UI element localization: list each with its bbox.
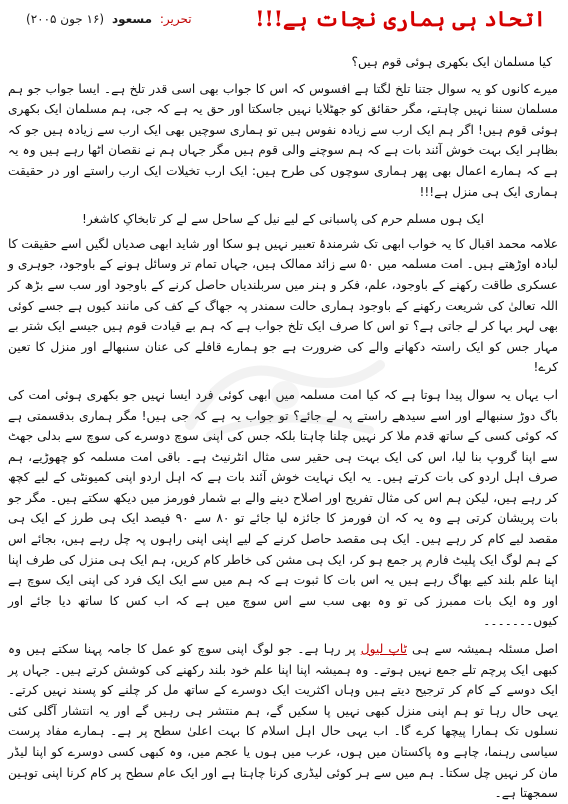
paragraph-1: میرے کانوں کو یہ سوال جتنا تلخ لگتا ہے افسوس کہ اس کا جواب بھی اسی قدر تلخ ہے۔ ایسا جواب جو ہم مسلمان سننا نہیں چاہتے، مگر حقائق کو جھٹلایا نہیں جاسکتا اور حق یہ ہے کہ جی، ہم مسلمان ایک بکھری ہوئی قوم ہیں! اگر ہم ایک ارب سے زیادہ نفوس ہیں تو ہماری سوچیں بھی ایک ارب سے زیادہ ہیں جو کہ بظاہر ایک بہت خوش آئند بات ہے کہ ہم سوچنے والی قوم ہیں مگر جہاں ہم نے نقصان اٹھا رہے ہیں وہ یہ ہے کہ ہمارے اعمال بھی پھر ہماری سوچوں کی طرح ہیں: ایک ارب تخیلات ایک ارب راستے اور در حقیقت ہماری ایک ہی منزل ہے!!!	[8, 81, 558, 199]
publish-date: (۱۶ جون ۲۰۰۵)	[26, 12, 105, 26]
author-name: مسعود	[111, 12, 153, 26]
opening-question: کیا مسلمان ایک بکھری ہوئی قوم ہیں؟	[351, 55, 552, 69]
byline	[26, 12, 192, 26]
paragraph-4-rest: پر رہا ہے۔ جو لوگ اپنی سوچ کو عمل کا جامہ پہنا سکتے ہیں وہ کبھی ایک پرچم تلے جمع نہیں ہوتے۔ وہ ہمیشہ اپنا اپنا علم خود بلند رکھنے کی کوشش کرتے ہیں۔ جہاں پر ایک دوسے کے کام کر ترجیح دیتے ہیں وہاں اکثریت ایک دوسرے کے ساتھ مل کر چلنے کو پسند نہیں کرتے۔ یہی حال رہا تو ہم اپنی منزل کبھی نہیں پا سکیں گے، ہم منتشر ہی رہیں گے اور یہ انتشار آگلی کئی نسلوں تک ہمارا پیچھا کرے گا۔ اب یہی حال اہل اسلام کا بہت اعلیٰ سطح پر ہے۔ ہمارے مفاد پرست سیاسی رہنما، چاہے وہ پاکستان میں ہوں، عرب میں ہوں یا عجم میں، وہ کبھی کسی دوسرے کو اپنا لیڈر مان کر نہیں چل سکتا۔ ہم میں سے ہر کوئی لیڈری کرنا چاہتا ہے اور ایک عام سطح پر کام کرنا اپنی توہین سمجھتا ہے۔	[8, 642, 558, 801]
paragraph-3: اب یہاں یہ سوال پیدا ہوتا ہے کہ کیا امت مسلمہ میں ابھی کوئی فرد ایسا نہیں جو بکھری ہوئی امت کی باگ دوڑ سنبھالے اور اسے سیدھے راستے پہ لے جائے؟ تو جواب یہ ہے کہ جی ہیں! مگر ہماری بدقسمتی ہے کہ کوئی کسی کے ساتھ قدم ملا کر نہیں چلنا چاہتا بلکہ جس کی اپنی سوچ دوسرے کی سوچ سے بدلی جھٹ سے اپنا گروپ بنا لیا، اس کی ایک بہت ہی حقیر سی مثال انٹرنیٹ ہے۔ باقی امت مسلمہ کو چھوڑیے، ہم صرف اہل اردو کی بات کرتے ہیں۔ یہ ایک نہایت خوش آئند بات ہے کہ اہل اردو اپنی کمیونٹی کے لیے کچھ کر رہے ہیں، لیکن ہم اس کی مثال تفریح اور اصلاح دینے والے بے شمار فورمز میں دیکھ سکتے ہیں۔ مگر جو بات پریشان کرتی ہے وہ یہ کہ ان فورمز کا جائزہ لیا جائے تو ۸۰ سے ۹۰ فیصد ایک ہی طرز کے ایک ہی مقصد لیے کام کر رہے ہیں۔ ایک ہی مقصد حاصل کرنے کے لیے اپنی اپنی راہوں پہ چل رہے ہیں، بجائے اس کے ہم لوگ ایک پلیٹ فارم پر جمع ہو کر، ایک ہی مشن کی خاطر کام کریں، ہم ایک ہی منزل کی طرف اپنا اپنا علم بلند کیے بھاگ رہے ہیں یہ اس بات کا ثبوت ہے کہ ہم میں سے ایک ایک فرد کی اپنی ایک سوچ ہے اور وہ ایک بات ممبرز کی تو وہ بھی سب سے اس سوچ میں ہے کہ اب کس کا ساتھ دیا جائے اور کیوں۔۔۔۔۔۔۔	[8, 387, 558, 629]
article-header	[8, 4, 558, 48]
paragraph-4	[8, 639, 558, 804]
top-level-highlight: ٹاپ لیول	[360, 642, 407, 657]
paragraph-2: علامہ محمد اقبال کا یہ خواب ابھی تک شرمندۂ تعبیر نہیں ہو سکا اور شاید ابھی صدیاں لگیں اسے حقیقت کا لبادہ اوڑھتے ہیں۔ امت مسلمہ میں ۵۰ سے زائد ممالک ہیں، جہاں تمام تر وسائل ہونے کے باوجود، جوہری و عسکری طاقت رکھنے کے باوجود، علم، فکر و ہنر میں سربلندیاں حاصل کرنے کے باوجود اور سب سے بڑھ کر اللہ تعالیٰ کی شریعت رکھنے کے باوجود ہماری حالت سمندر پہ جھاگ کے کف کی مانند کیوں ہے جسے کوئی بھی لہر بہا کر لے جاتی ہے؟ تو اس کا صرف ایک تلخ جواب ہے کہ ہم بے قیادت قوم ہیں جیسے ایک شتر بے مہار جس کو ایک راستہ دکھانے والے کی ضرورت ہے جو ہمارے قافلے کی عنان سنبھالے اور منزل کا تعین کرے!	[8, 236, 559, 375]
article-body	[8, 52, 558, 804]
byline-label: تحریر:	[159, 12, 192, 26]
article-title: اتحاد ہی ہماری نجات ہے!!!	[255, 6, 546, 31]
verse-line: ایک ہوں مسلم حرم کی پاسبانی کے لیے نیل کے ساحل سے لے کر تابخاکِ کاشغر!	[81, 212, 485, 227]
paragraph-4-start: اصل مسئلہ ہمیشہ سے ہی	[412, 642, 559, 657]
